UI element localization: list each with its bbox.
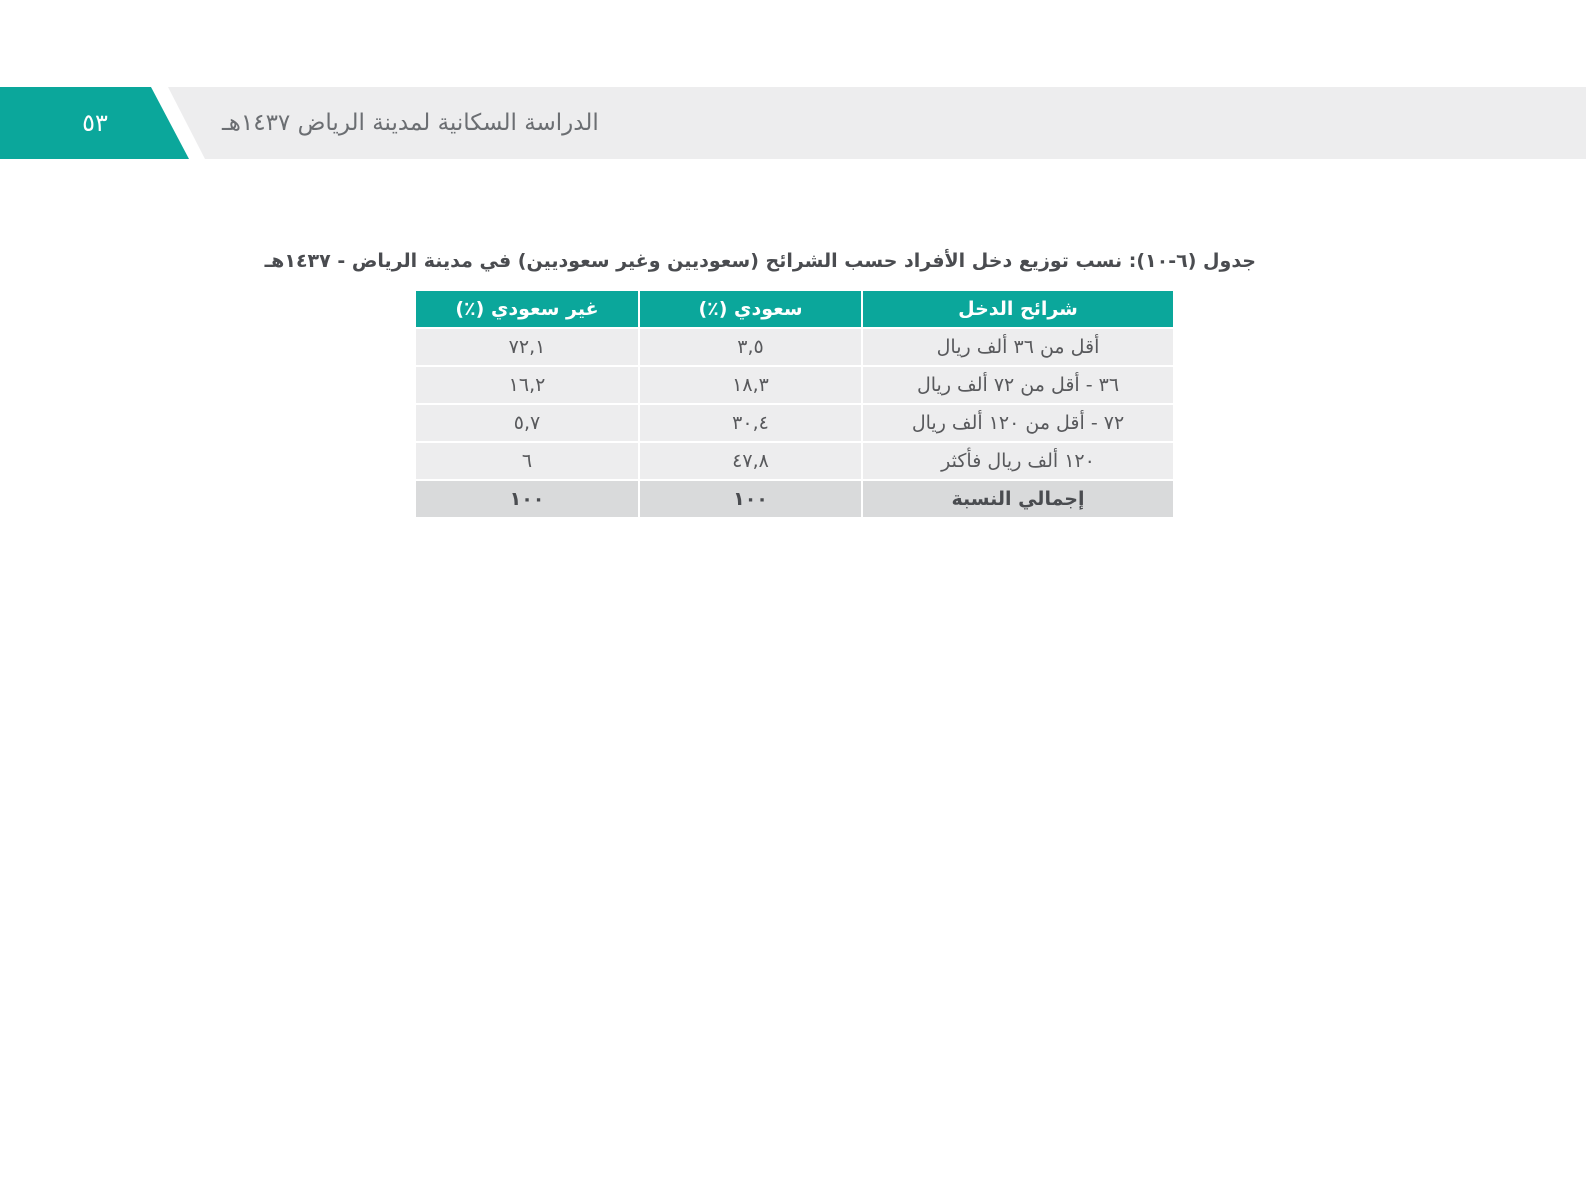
table-row <box>415 404 1174 442</box>
table-row <box>415 442 1174 480</box>
table-total-row <box>415 480 1174 518</box>
total-saudi-cell: ١٠٠ <box>639 480 862 518</box>
non-saudi-percent-cell: ٦ <box>415 442 639 480</box>
income-distribution-table <box>414 289 1175 519</box>
non-saudi-percent-cell: ٧٢,١ <box>415 328 639 366</box>
income-bracket-cell: ١٢٠ ألف ريال فأكثر <box>862 442 1174 480</box>
total-non-saudi-cell: ١٠٠ <box>415 480 639 518</box>
saudi-percent-cell: ٣٠,٤ <box>639 404 862 442</box>
income-bracket-cell: ٧٢ - أقل من ١٢٠ ألف ريال <box>862 404 1174 442</box>
header-title: الدراسة السكانية لمدينة الرياض ١٤٣٧هـ <box>222 110 599 136</box>
table-row <box>415 366 1174 404</box>
column-header-income-bracket: شرائح الدخل <box>862 290 1174 328</box>
column-header-non-saudi: غير سعودي (٪) <box>415 290 639 328</box>
total-label-cell: إجمالي النسبة <box>862 480 1174 518</box>
non-saudi-percent-cell: ١٦,٢ <box>415 366 639 404</box>
saudi-percent-cell: ٤٧,٨ <box>639 442 862 480</box>
table-header-row <box>415 290 1174 328</box>
income-bracket-cell: أقل من ٣٦ ألف ريال <box>862 328 1174 366</box>
saudi-percent-cell: ١٨,٣ <box>639 366 862 404</box>
table-row <box>415 328 1174 366</box>
saudi-percent-cell: ٣,٥ <box>639 328 862 366</box>
income-bracket-cell: ٣٦ - أقل من ٧٢ ألف ريال <box>862 366 1174 404</box>
column-header-saudi: سعودي (٪) <box>639 290 862 328</box>
page-number: ٥٣ <box>82 109 108 137</box>
non-saudi-percent-cell: ٥,٧ <box>415 404 639 442</box>
table-caption: جدول (٦-١٠): نسب توزيع دخل الأفراد حسب الشرائح (سعوديين وغير سعوديين) في مدينة الرياض - ١٤٣٧هـ <box>264 250 1256 272</box>
